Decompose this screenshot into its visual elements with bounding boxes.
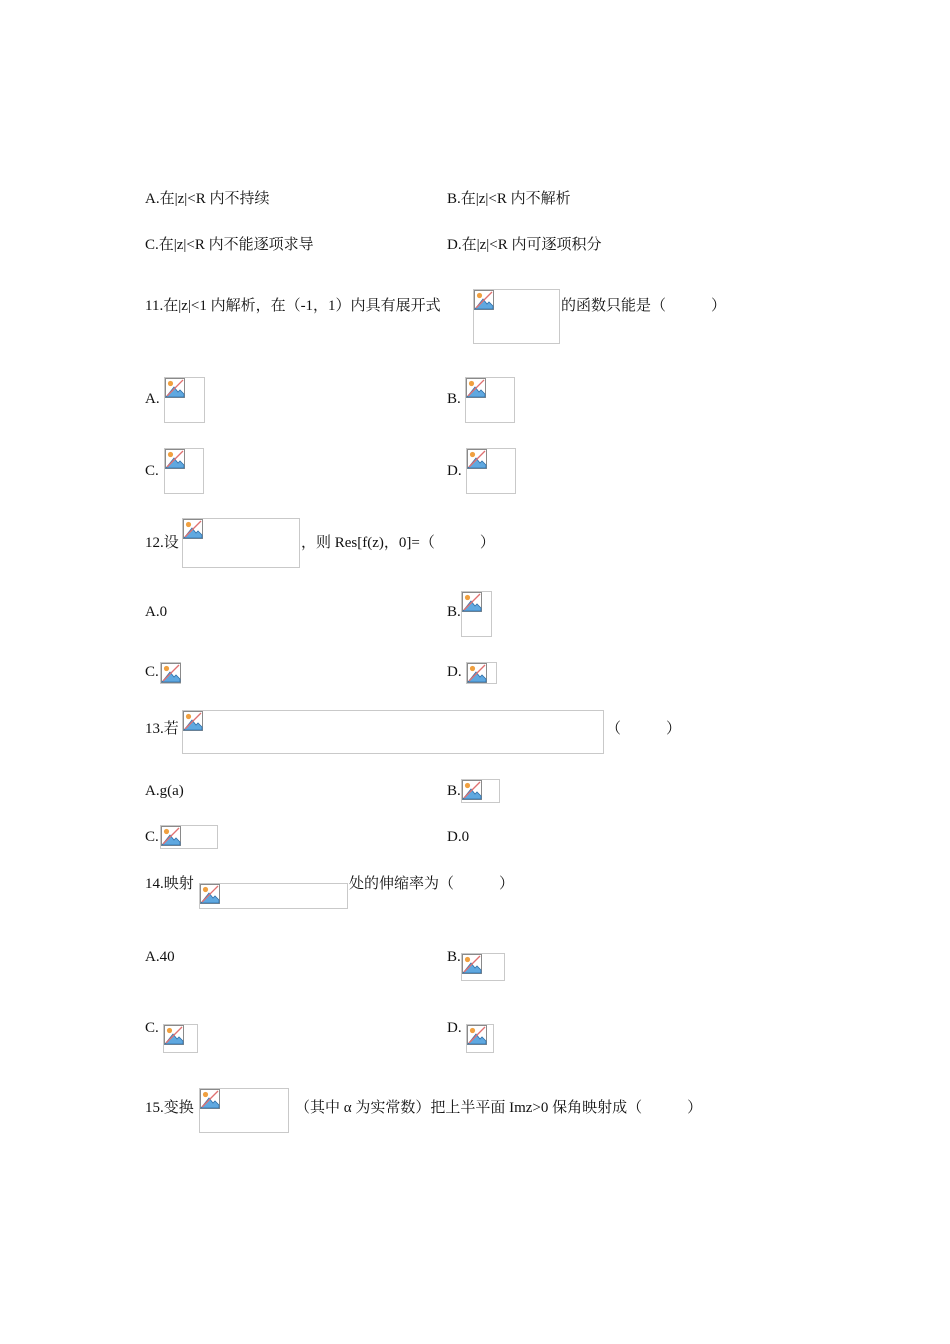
q11-option-a: A. bbox=[145, 391, 160, 407]
q15-stem-before: 15.变换 bbox=[145, 1100, 194, 1116]
q14-option-a: A.40 bbox=[145, 949, 175, 965]
q11-stem-after: 的函数只能是（ ） bbox=[561, 298, 727, 314]
broken-image-icon bbox=[164, 448, 204, 494]
broken-image-icon bbox=[461, 953, 505, 981]
broken-image-icon bbox=[163, 1024, 198, 1053]
q11-stem-before: 11.在|z|<1 内解析，在（-1，1）内具有展开式 bbox=[145, 298, 441, 314]
broken-image-icon bbox=[199, 1088, 289, 1133]
q15-stem-after: （其中 α 为实常数）把上半平面 Imz>0 保角映射成（ ） bbox=[295, 1100, 703, 1116]
q13-stem-before: 13.若 bbox=[145, 721, 179, 737]
broken-image-icon bbox=[160, 825, 218, 849]
q12-option-a: A.0 bbox=[145, 604, 168, 620]
q11-option-d: D. bbox=[447, 463, 462, 479]
broken-image-icon bbox=[461, 591, 492, 637]
broken-image-icon bbox=[164, 377, 205, 423]
broken-image-icon bbox=[182, 518, 300, 568]
q13-stem-after: （ ） bbox=[606, 721, 682, 737]
q11-option-b: B. bbox=[447, 391, 461, 407]
q14-option-d: D. bbox=[447, 1020, 462, 1036]
q10-option-b: B.在|z|<R 内不解析 bbox=[447, 191, 571, 207]
q14-stem-before: 14.映射 bbox=[145, 876, 194, 892]
q10-option-d: D.在|z|<R 内可逐项积分 bbox=[447, 237, 602, 253]
q13-option-c: C. bbox=[145, 829, 159, 845]
q12-option-d: D. bbox=[447, 664, 462, 680]
broken-image-icon bbox=[466, 662, 497, 684]
q14-stem-after: 处的伸缩率为（ ） bbox=[349, 876, 515, 892]
broken-image-icon bbox=[199, 883, 348, 909]
broken-image-icon bbox=[160, 662, 181, 684]
q10-option-c: C.在|z|<R 内不能逐项求导 bbox=[145, 237, 314, 253]
broken-image-icon bbox=[473, 289, 560, 344]
q10-option-a: A.在|z|<R 内不持续 bbox=[145, 191, 270, 207]
q13-option-b: B. bbox=[447, 783, 461, 799]
q12-stem-after: ，则 Res[f(z)，0]=（ ） bbox=[301, 535, 495, 551]
broken-image-icon bbox=[466, 448, 516, 494]
broken-image-icon bbox=[465, 377, 515, 423]
q11-option-c: C. bbox=[145, 463, 159, 479]
q12-stem-before: 12.设 bbox=[145, 535, 179, 551]
q12-option-c: C. bbox=[145, 664, 159, 680]
broken-image-icon bbox=[461, 779, 500, 803]
q14-option-c: C. bbox=[145, 1020, 159, 1036]
q12-option-b: B. bbox=[447, 604, 461, 620]
broken-image-icon bbox=[182, 710, 604, 754]
q14-option-b: B. bbox=[447, 949, 461, 965]
q13-option-d: D.0 bbox=[447, 829, 470, 845]
broken-image-icon bbox=[466, 1024, 494, 1053]
q13-option-a: A.g(a) bbox=[145, 783, 184, 799]
